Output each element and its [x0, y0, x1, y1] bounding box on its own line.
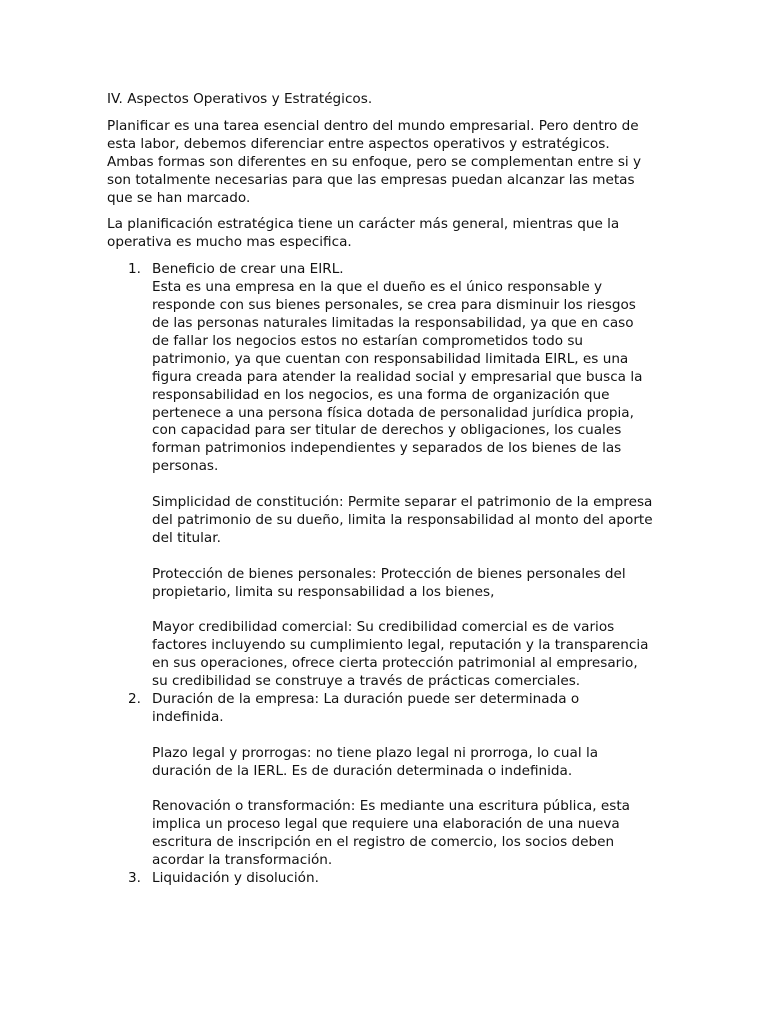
list-item-line: Plazo legal y prorrogas: no tiene plazo legal ni prorroga, lo cual la: [152, 744, 599, 761]
list-item-line: Liquidación y disolución.: [152, 869, 319, 886]
list-item-line: forman patrimonios independientes y separados de los bienes de las: [152, 440, 622, 457]
list-item-line: personas.: [152, 458, 219, 475]
list-item-line: su credibilidad se construye a través de prácticas comerciales.: [152, 673, 581, 690]
list-item-line: de fallar los negocios estos no estarían comprometidos todo su: [152, 332, 584, 349]
list-item-line: Protección de bienes personales: Protección de bienes personales del: [152, 565, 626, 582]
blank-line: [152, 601, 667, 619]
list-item: [107, 691, 667, 870]
blank-line: [152, 476, 667, 494]
list-item-line: implica un proceso legal que requiere una elaboración de una nueva: [152, 816, 620, 833]
list-item-number: 3.: [128, 869, 141, 886]
list-item-line: en sus operaciones, ofrece cierta protección patrimonial al empresario,: [152, 655, 638, 672]
list-item-line: figura creada para atender la realidad social y empresarial que busca la: [152, 368, 643, 385]
list-item-line: propietario, limita su responsabilidad a los bienes,: [152, 583, 495, 600]
list-item-line: responde con sus bienes personales, se crea para disminuir los riesgos: [152, 297, 636, 314]
blank-line: [152, 727, 667, 745]
list-item-line: acordar la transformación.: [152, 852, 333, 869]
list-item-line: con capacidad para ser titular de derechos y obligaciones, los cuales: [152, 422, 622, 439]
list-item-line: del patrimonio de su dueño, limita la responsabilidad al monto del aporte: [152, 511, 653, 528]
list-item-line: Simplicidad de constitución: Permite separar el patrimonio de la empresa: [152, 494, 653, 511]
list-item-line: pertenece a una persona física dotada de personalidad jurídica propia,: [152, 404, 634, 421]
blank-line: [152, 780, 667, 798]
list-item: [107, 261, 667, 691]
list-item-number: 2.: [128, 690, 141, 707]
list-item-line: del titular.: [152, 529, 221, 546]
list-item-line: factores incluyendo su cumplimiento legal, reputación y la transparencia: [152, 637, 649, 654]
section-heading: IV. Aspectos Operativos y Estratégicos.: [107, 91, 373, 107]
list-item-line: Duración de la empresa: La duración puede ser determinada o: [152, 690, 580, 707]
list-item: [107, 870, 667, 888]
list-item-line: Mayor credibilidad comercial: Su credibilidad comercial es de varios: [152, 619, 615, 636]
list-item-line: Beneficio de crear una EIRL.: [152, 261, 344, 278]
numbered-list: [107, 261, 667, 888]
list-item-line: indefinida.: [152, 708, 224, 725]
list-item-line: escritura de inscripción en el registro de comercio, los socios deben: [152, 834, 615, 851]
blank-line: [152, 548, 667, 566]
intro-paragraph: [107, 118, 667, 208]
list-item-number: 1.: [128, 261, 141, 278]
paragraph-line: Ambas formas son diferentes en su enfoque, pero se complementan entre si y: [107, 153, 642, 170]
paragraph-line: Planificar es una tarea esencial dentro del mundo empresarial. Pero dentro de: [107, 117, 639, 134]
list-item-line: duración de la IERL. Es de duración determinada o indefinida.: [152, 762, 573, 779]
list-item-line: Renovación o transformación: Es mediante una escritura pública, esta: [152, 798, 630, 815]
document-page: [107, 91, 667, 888]
paragraph-line: son totalmente necesarias para que las empresas puedan alcanzar las metas: [107, 171, 635, 188]
list-item-line: Esta es una empresa en la que el dueño es el único responsable y: [152, 279, 603, 296]
planning-paragraph: [107, 216, 667, 252]
paragraph-line: La planificación estratégica tiene un carácter más general, mientras que la: [107, 216, 620, 233]
list-item-line: responsabilidad en los negocios, es una forma de organización que: [152, 386, 610, 403]
list-item-line: de las personas naturales limitadas la responsabilidad, ya que en caso: [152, 314, 634, 331]
paragraph-line: operativa es mucho mas especifica.: [107, 234, 352, 251]
paragraph-line: que se han marcado.: [107, 189, 251, 206]
paragraph-line: esta labor, debemos diferenciar entre aspectos operativos y estratégicos.: [107, 135, 610, 152]
list-item-line: patrimonio, ya que cuentan con responsabilidad limitada EIRL, es una: [152, 350, 629, 367]
